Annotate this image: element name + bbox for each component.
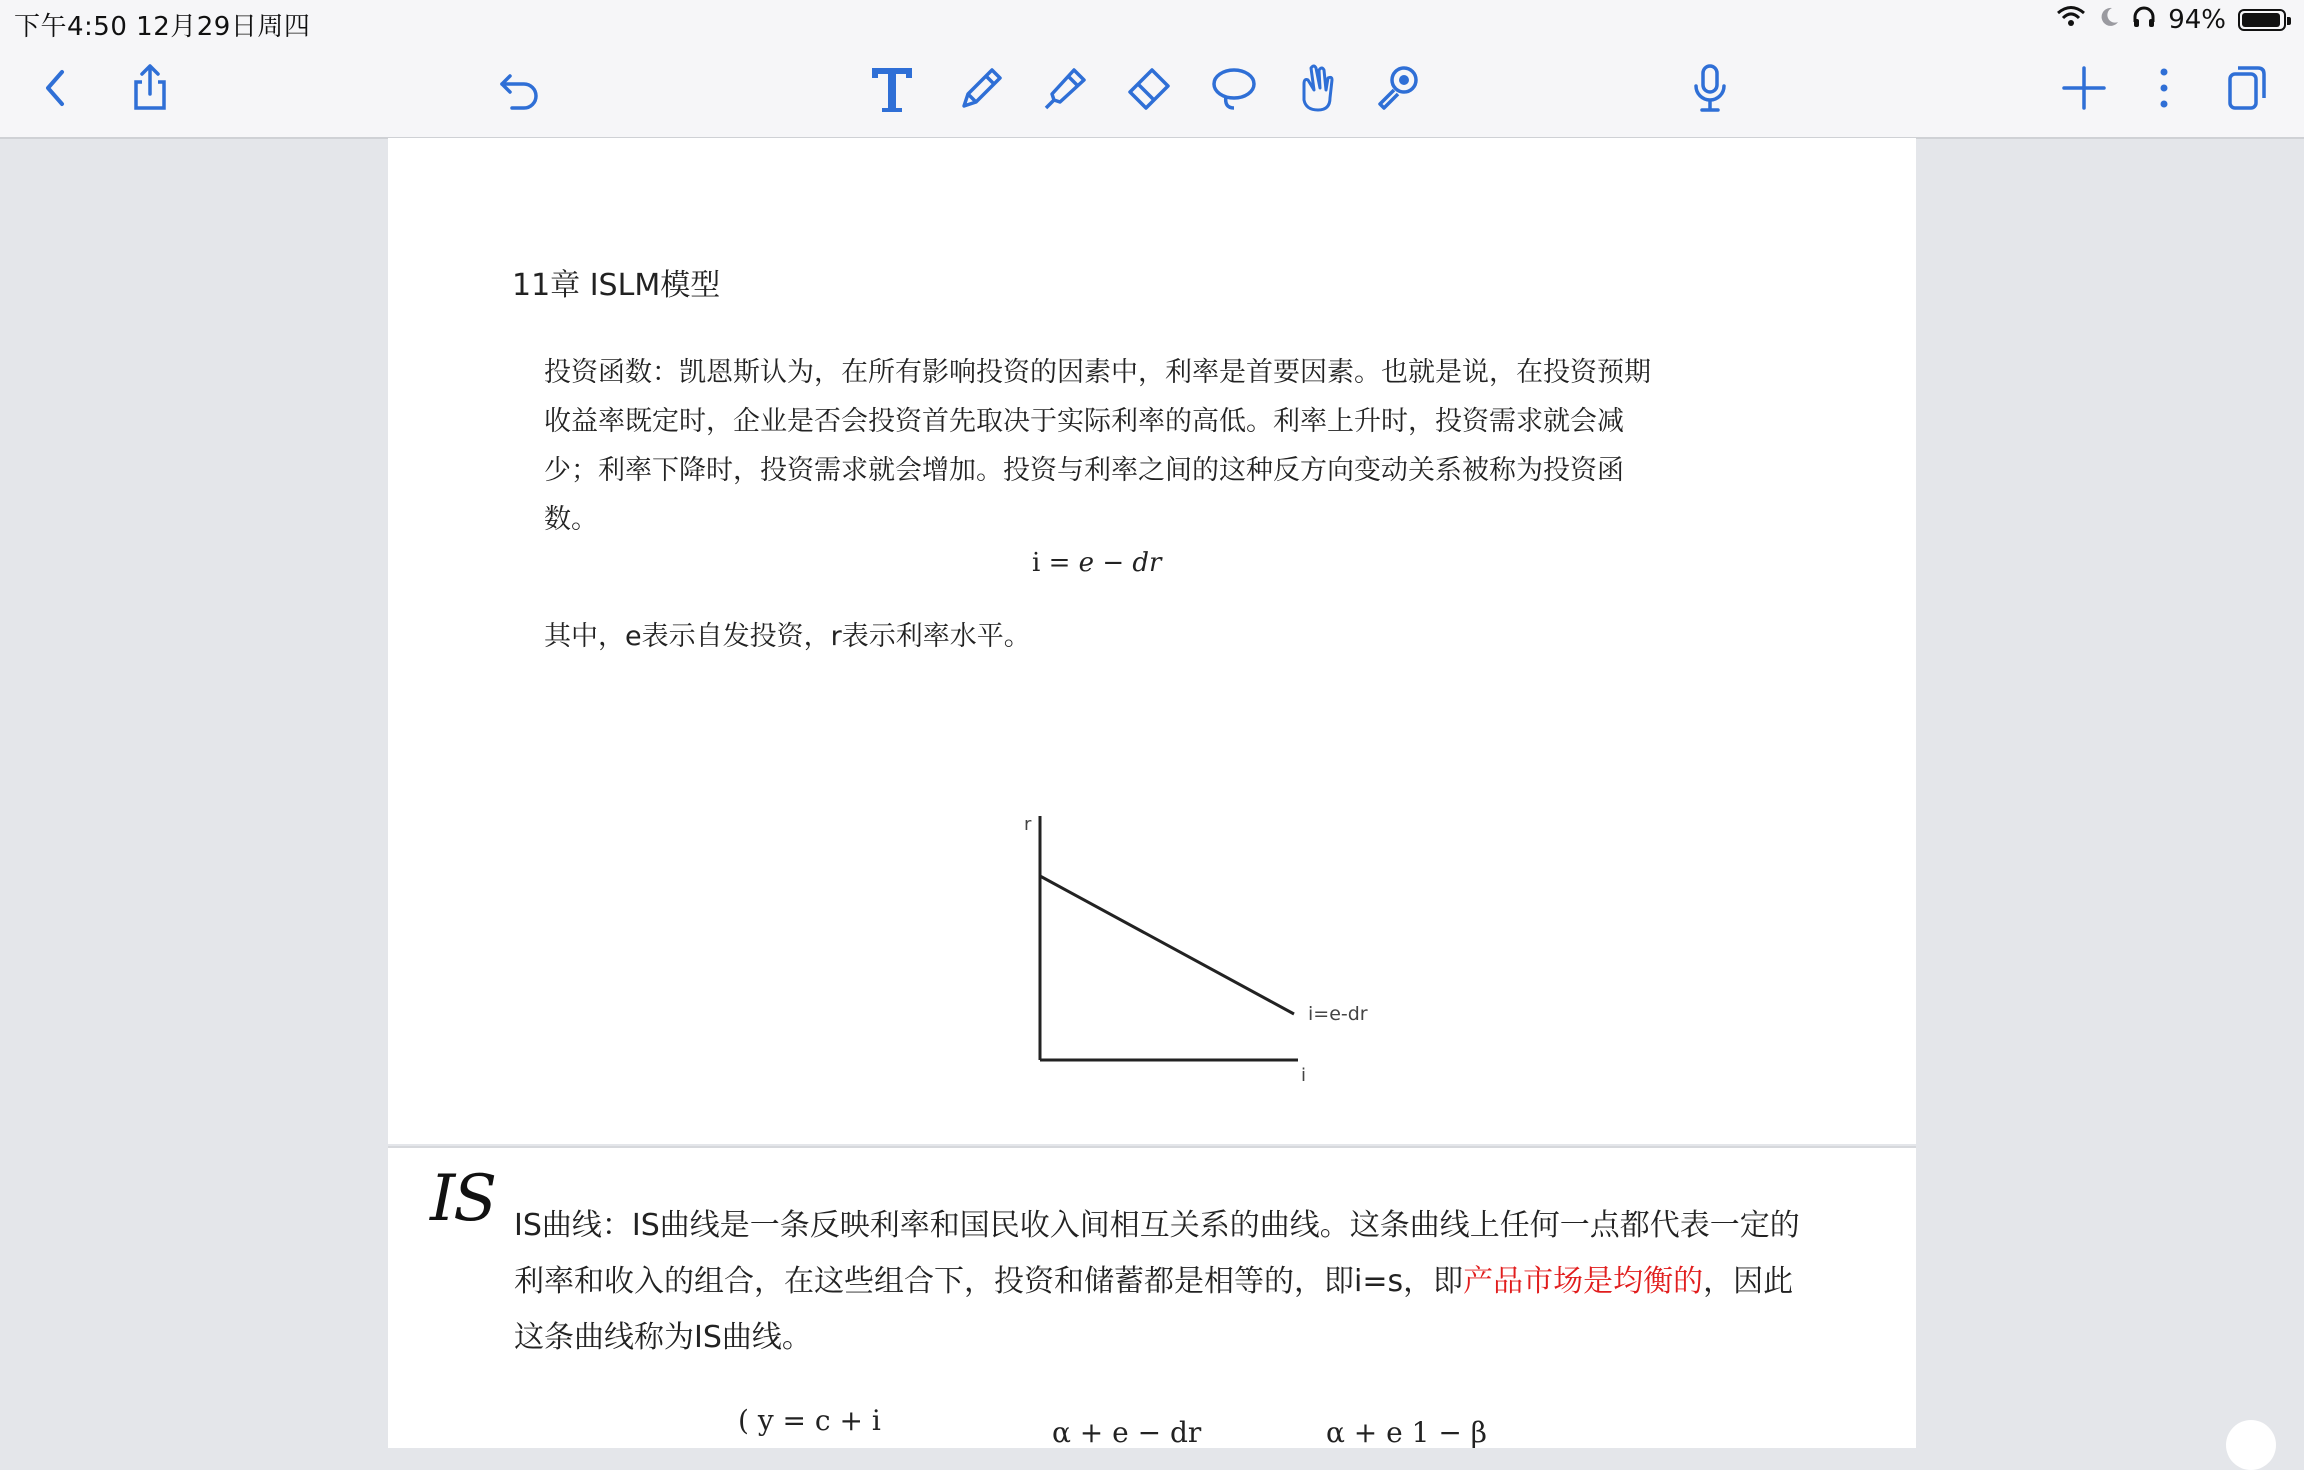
equation-3: α + e 1 − β — [1326, 1416, 1487, 1449]
wifi-icon — [2056, 4, 2086, 35]
pages-icon[interactable] — [2216, 58, 2276, 118]
toolbar — [0, 42, 2304, 139]
status-bar — [0, 0, 2304, 42]
investment-paragraph: 投资函数：凯恩斯认为，在所有影响投资的因素中，利率是首要因素。也就是说，在投资预期收益率既定时，企业是否会投资首先取决于实际利率的高低。利率上升时，投资需求就会减少；利率下降时，投资需求就会增加。投资与利率之间的这种反方向变动关系被称为投资函数。 — [544, 357, 1651, 535]
line-label: i=e-dr — [1308, 1003, 1368, 1025]
headphones-icon — [2132, 5, 2156, 35]
investment-line — [1040, 876, 1294, 1014]
status-right — [2056, 4, 2286, 35]
pen-tool-icon[interactable] — [952, 58, 1012, 118]
undo-icon[interactable] — [490, 58, 550, 118]
x-axis-label: i — [1301, 1065, 1307, 1086]
handwritten-is: IS — [430, 1162, 496, 1236]
equation-2: α + e − dr — [1052, 1416, 1202, 1449]
lasso-tool-icon[interactable] — [1204, 58, 1264, 118]
microphone-icon[interactable] — [1680, 58, 1740, 118]
investment-formula: i = e − dr — [1032, 548, 1162, 578]
laser-pointer-icon[interactable] — [1368, 58, 1428, 118]
equation-1: ( y = c + i — [738, 1404, 881, 1437]
highlighter-tool-icon[interactable] — [1036, 58, 1096, 118]
page-handle[interactable] — [2226, 1420, 2276, 1470]
document-page-2[interactable] — [388, 1146, 1916, 1448]
more-icon[interactable] — [2134, 58, 2194, 118]
chapter-title: 11章 ISLM模型 — [512, 268, 721, 303]
text-tool-icon[interactable] — [862, 58, 922, 118]
battery-percent: 94% — [2168, 4, 2226, 35]
add-page-icon[interactable] — [2054, 58, 2114, 118]
formula-note: 其中，e表示自发投资，r表示利率水平。 — [544, 621, 1031, 652]
eraser-tool-icon[interactable] — [1120, 58, 1180, 118]
status-time: 下午4:50 12月29日周四 — [14, 12, 311, 42]
back-icon[interactable] — [26, 58, 86, 118]
document-page[interactable] — [388, 138, 1916, 1144]
do-not-disturb-icon — [2098, 5, 2120, 35]
share-icon[interactable] — [120, 58, 180, 118]
battery-icon — [2238, 9, 2286, 31]
is-curve-paragraph: IS曲线：IS曲线是一条反映利率和国民收入间相互关系的曲线。这条曲线上任何一点都代表一定的利率和收入的组合，在这些组合下，投资和储蓄都是相等的，即i=s，即产品市场是均衡的，因此这条曲线称为IS曲线。 — [514, 1208, 1800, 1355]
y-axis-label: r — [1024, 814, 1032, 835]
investment-function-graph — [928, 668, 1368, 1098]
hand-tool-icon[interactable] — [1286, 58, 1346, 118]
highlighted-text: 产品市场是均衡的 — [1463, 1264, 1704, 1299]
